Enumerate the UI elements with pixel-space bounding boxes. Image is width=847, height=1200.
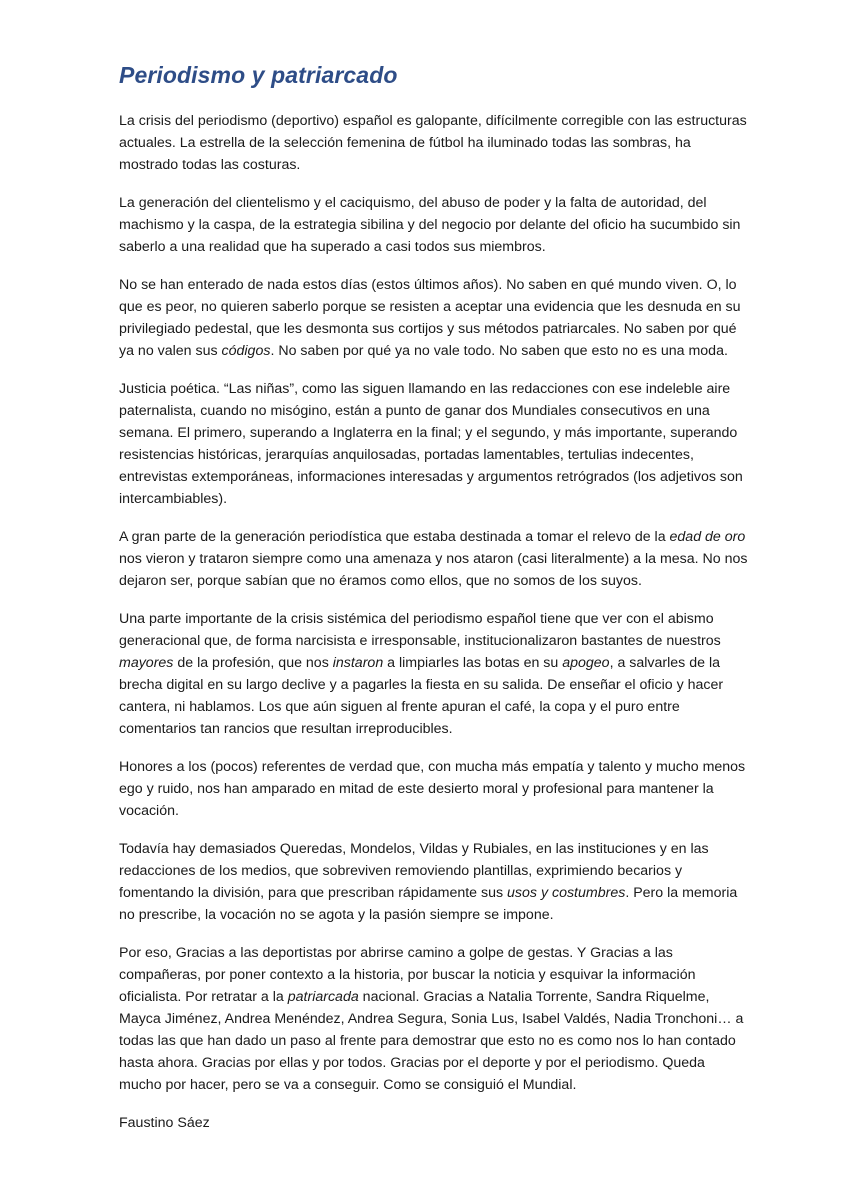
paragraph [119, 110, 749, 176]
paragraph-text: nacional. Gracias a Natalia Torrente, Sandra Riquelme, Mayca Jiménez, Andrea Menéndez, Andrea Segura, Sonia Lus, Isabel Valdés, Nadia Tronchoni… a todas las que han dado un paso al frente para demostrar que esto no es como nos lo han contado hasta ahora. Gracias por ellas y por todos. Gracias por el deporte y por el periodismo. Queda mucho por hacer, pero se va a conseguir. Como se consiguió el Mundial. [119, 989, 744, 1093]
paragraph [119, 378, 749, 510]
paragraph-text: . Pero la memoria no prescribe, la vocación no se agota y la pasión siempre se impone. [119, 885, 738, 923]
paragraph [119, 274, 749, 362]
paragraph-text: Honores a los (pocos) referentes de verdad que, con mucha más empatía y talento y mucho menos ego y ruido, nos han amparado en mitad de este desierto moral y profesional para mantener la vocación. [119, 759, 746, 819]
paragraph-text: Por eso, Gracias a las deportistas por abrirse camino a golpe de gestas. Y Gracias a las compañeras, por poner contexto a la historia, por buscar la noticia y esquivar la información oficialista. Por retratar a la [119, 945, 696, 1005]
paragraph-text: La generación del clientelismo y el caciquismo, del abuso de poder y la falta de autoridad, del machismo y la caspa, de la estrategia sibilina y del negocio por delante del oficio ha sucumbido sin saberlo a una realidad que ha superado a casi todos sus miembros. [119, 195, 741, 255]
italic-text: instaron [332, 655, 384, 671]
paragraph [119, 608, 749, 740]
paragraph-text: , a salvarles de la brecha digital en su largo declive y a pagarles la fiesta en su salida. De enseñar el oficio y hacer cantera, ni hablamos. Los que aún siguen al frente apuran el café, la copa y el puro entre comentarios tan rancios que resultan irreproducibles. [119, 655, 724, 737]
paragraph-text: Justicia poética. “Las niñas”, como las siguen llamando en las redacciones con ese indeleble aire paternalista, cuando no misógino, están a punto de ganar dos Mundiales consecutivos en una semana. El primero, superando a Inglaterra en la final; y el segundo, y más importante, superando resistencias históricas, jerarquías anquilosadas, portadas lamentables, tertulias indecentes, entrevistas extemporáneas, informaciones interesadas y argumentos retrógrados (los adjetivos son intercambiables). [119, 381, 743, 507]
paragraph [119, 756, 749, 822]
author-signature: Faustino Sáez [119, 1115, 210, 1131]
italic-text: códigos [221, 343, 271, 359]
paragraph-text: a limpiarles las botas en su [383, 655, 563, 671]
article-body [119, 110, 749, 1096]
paragraph-text: La crisis del periodismo (deportivo) español es galopante, difícilmente corregible con las estructuras actuales. La estrella de la selección femenina de fútbol ha iluminado todas las sombras, ha mostrado todas las costuras. [119, 113, 747, 173]
paragraph-text: de la profesión, que nos [173, 655, 333, 671]
paragraph [119, 526, 749, 592]
paragraph [119, 942, 749, 1096]
paragraph-text: A gran parte de la generación periodística que estaba destinada a tomar el relevo de la [119, 529, 670, 545]
paragraph-text: nos vieron y trataron siempre como una amenaza y nos ataron (casi literalmente) a la mesa. No nos dejaron ser, porque sabían que no éramos como ellos, que no somos de los suyos. [119, 551, 748, 589]
paragraph-text: Todavía hay demasiados Queredas, Mondelos, Vildas y Rubiales, en las instituciones y en las redacciones de los medios, que sobreviven removiendo plantillas, exprimiendo becarios y fomentando la división, para que prescriban rápidamente sus [119, 841, 709, 901]
italic-text: patriarcada [287, 989, 359, 1005]
paragraph [119, 838, 749, 926]
italic-text: edad de oro [669, 529, 746, 545]
paragraph-text: No se han enterado de nada estos días (estos últimos años). No saben en qué mundo viven. O, lo que es peor, no quieren saberlo porque se resisten a aceptar una evidencia que les desnuda en su privilegiado pedestal, que les desmonta sus cortijos y sus métodos patriarcales. No saben por qué ya no valen sus [119, 277, 741, 359]
italic-text: apogeo [562, 655, 610, 671]
paragraph-text: Una parte importante de la crisis sistémica del periodismo español tiene que ver con el abismo generacional que, de forma narcisista e irresponsable, institucionalizaron bastantes de nuestros [119, 611, 721, 649]
paragraph-text: . No saben por qué ya no vale todo. No saben que esto no es una moda. [270, 343, 728, 359]
italic-text: usos y costumbres [507, 885, 626, 901]
paragraph [119, 192, 749, 258]
italic-text: mayores [119, 655, 174, 671]
document-page [119, 58, 749, 1134]
page-title: Periodismo y patriarcado [119, 62, 398, 88]
